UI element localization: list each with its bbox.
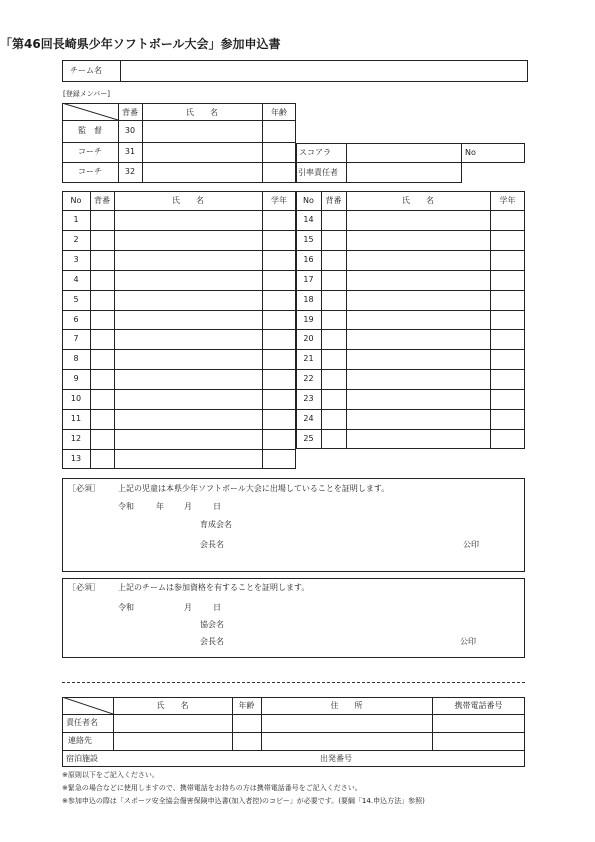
cert1-date-era: 令和 [118,502,134,511]
cert2-president-label: 会長名 [200,637,224,646]
player-name-field[interactable] [347,251,489,269]
cert1-heading: ［必須］ [68,484,100,493]
staff-section-label: [登録メンバー] [63,90,110,98]
contact-diagonal-header [62,697,113,714]
player-name-field[interactable] [115,291,261,309]
player-row-no: 21 [303,354,314,364]
cert1-president-label: 会長名 [200,540,224,549]
player-name-field[interactable] [115,350,261,368]
right-col-number: 背番 [325,196,342,205]
player-row-no: 5 [73,294,79,304]
cert2-statement: 上記のチームは参加資格を有することを証明します。 [118,583,310,592]
guardian-label: 引率責任者 [298,168,338,177]
contact-row-contact: 連絡先 [68,736,92,745]
team-name-label: チーム名 [70,66,102,75]
staff-role-coach-2: コーチ [78,167,102,176]
player-name-field[interactable] [347,291,489,309]
player-row-no: 15 [303,234,314,244]
cert2-date-day: 日 [213,603,221,612]
player-row-no: 14 [303,215,314,224]
player-name-field[interactable] [115,430,261,448]
player-row-no: 8 [73,354,79,364]
contact-col-name: 氏 名 [156,701,189,710]
accommodation-label: 宿泊施設 [66,754,98,763]
staff-col-age: 年齢 [271,108,287,117]
cert1-date-month: 月 [184,502,192,511]
player-row-no: 18 [303,294,314,304]
player-name-field[interactable] [347,311,489,329]
note-2: ※緊急の場合などに使用しますので、携帯電話をお持ちの方は携帯電話番号をご記入ください。 [62,784,362,792]
player-row-no: 7 [73,334,79,344]
player-name-field[interactable] [115,450,261,468]
player-row-no: 19 [303,314,314,324]
cert1-date-day: 日 [213,502,221,511]
cert2-heading: ［必須］ [68,583,100,592]
cert2-seal-label: 公印 [460,637,476,646]
player-name-field[interactable] [115,211,261,229]
note-3: ※参加申込の際は「スポーツ安全協会傷害保険申込書(加入者控)のコピー」が必要です。(要綱「14.申込方法」参照) [62,797,425,805]
player-row-no: 20 [303,334,314,344]
player-row-no: 10 [70,394,82,404]
contact-col-address: 住 所 [330,701,363,710]
right-col-grade: 学年 [499,196,516,205]
player-row-no: 12 [70,433,82,443]
cert1-org-label: 育成会名 [200,520,232,529]
left-col-number: 背番 [94,196,110,205]
staff-role-manager: 監 督 [78,126,102,135]
player-row-no: 4 [73,274,79,284]
player-row-no: 6 [73,314,79,324]
player-name-field[interactable] [347,410,489,428]
right-col-name: 氏 名 [402,196,434,205]
player-name-field[interactable] [115,311,261,329]
player-row-no: 16 [303,254,314,264]
player-row-no: 1 [73,215,79,224]
player-name-field[interactable] [115,410,261,428]
player-name-field[interactable] [115,390,261,408]
player-name-field[interactable] [347,350,489,368]
player-name-field[interactable] [115,231,261,249]
contact-row-rep: 責任者名 [66,718,98,727]
staff-number-coach-1: 31 [124,147,136,156]
player-name-field[interactable] [347,430,489,448]
player-row-no: 13 [70,453,82,463]
cert2-org-label: 協会名 [200,620,224,629]
player-name-field[interactable] [115,330,261,348]
player-name-field[interactable] [347,370,489,388]
player-name-field[interactable] [115,370,261,388]
staff-role-coach-1: コーチ [78,147,102,156]
contact-col-phone: 携帯電話番号 [454,701,503,710]
diagonal-header-cell [62,103,118,120]
cert1-date-year: 年 [156,502,164,511]
contact-col-age: 年齢 [238,701,255,710]
player-row-no: 9 [73,374,79,384]
left-col-grade: 学年 [271,196,287,205]
player-row-no: 23 [303,394,314,404]
cert1-seal-label: 公印 [463,540,479,549]
player-row-no: 2 [73,234,79,244]
staff-number-coach-2: 32 [124,167,136,176]
player-name-field[interactable] [347,231,489,249]
player-row-no: 24 [303,414,314,423]
cert1-statement: 上記の児童は本県少年ソフトボール大会に出場していることを証明します。 [118,484,390,493]
player-name-field[interactable] [115,271,261,289]
cert2-date-month: 月 [184,603,192,612]
player-name-field[interactable] [347,211,489,229]
cert2-date-era: 令和 [118,603,134,612]
player-row-no: 3 [73,254,79,264]
departure-label: 出発番号 [320,754,352,763]
player-name-field[interactable] [347,330,489,348]
staff-col-name: 氏 名 [186,108,218,117]
player-name-field[interactable] [347,390,489,408]
player-row-no: 11 [70,414,82,423]
player-row-no: 17 [303,274,314,284]
player-row-no: 25 [303,433,314,443]
scorer-label: スコアラ [299,148,331,157]
page-title: 「第46回長崎県少年ソフトボール大会」参加申込書 [0,37,281,51]
left-col-no: No [70,196,82,205]
player-name-field[interactable] [115,251,261,269]
player-row-no: 22 [303,374,314,384]
staff-col-number: 背番 [122,108,138,117]
player-name-field[interactable] [347,271,489,289]
staff-number-manager: 30 [124,126,136,135]
scorer-no-label: No [465,148,476,157]
note-1: ※原則以下をご記入ください。 [62,771,159,779]
right-col-no: No [303,196,314,205]
team-name-field[interactable] [121,61,527,81]
cut-line [62,682,525,683]
left-col-name: 氏 名 [172,196,204,205]
